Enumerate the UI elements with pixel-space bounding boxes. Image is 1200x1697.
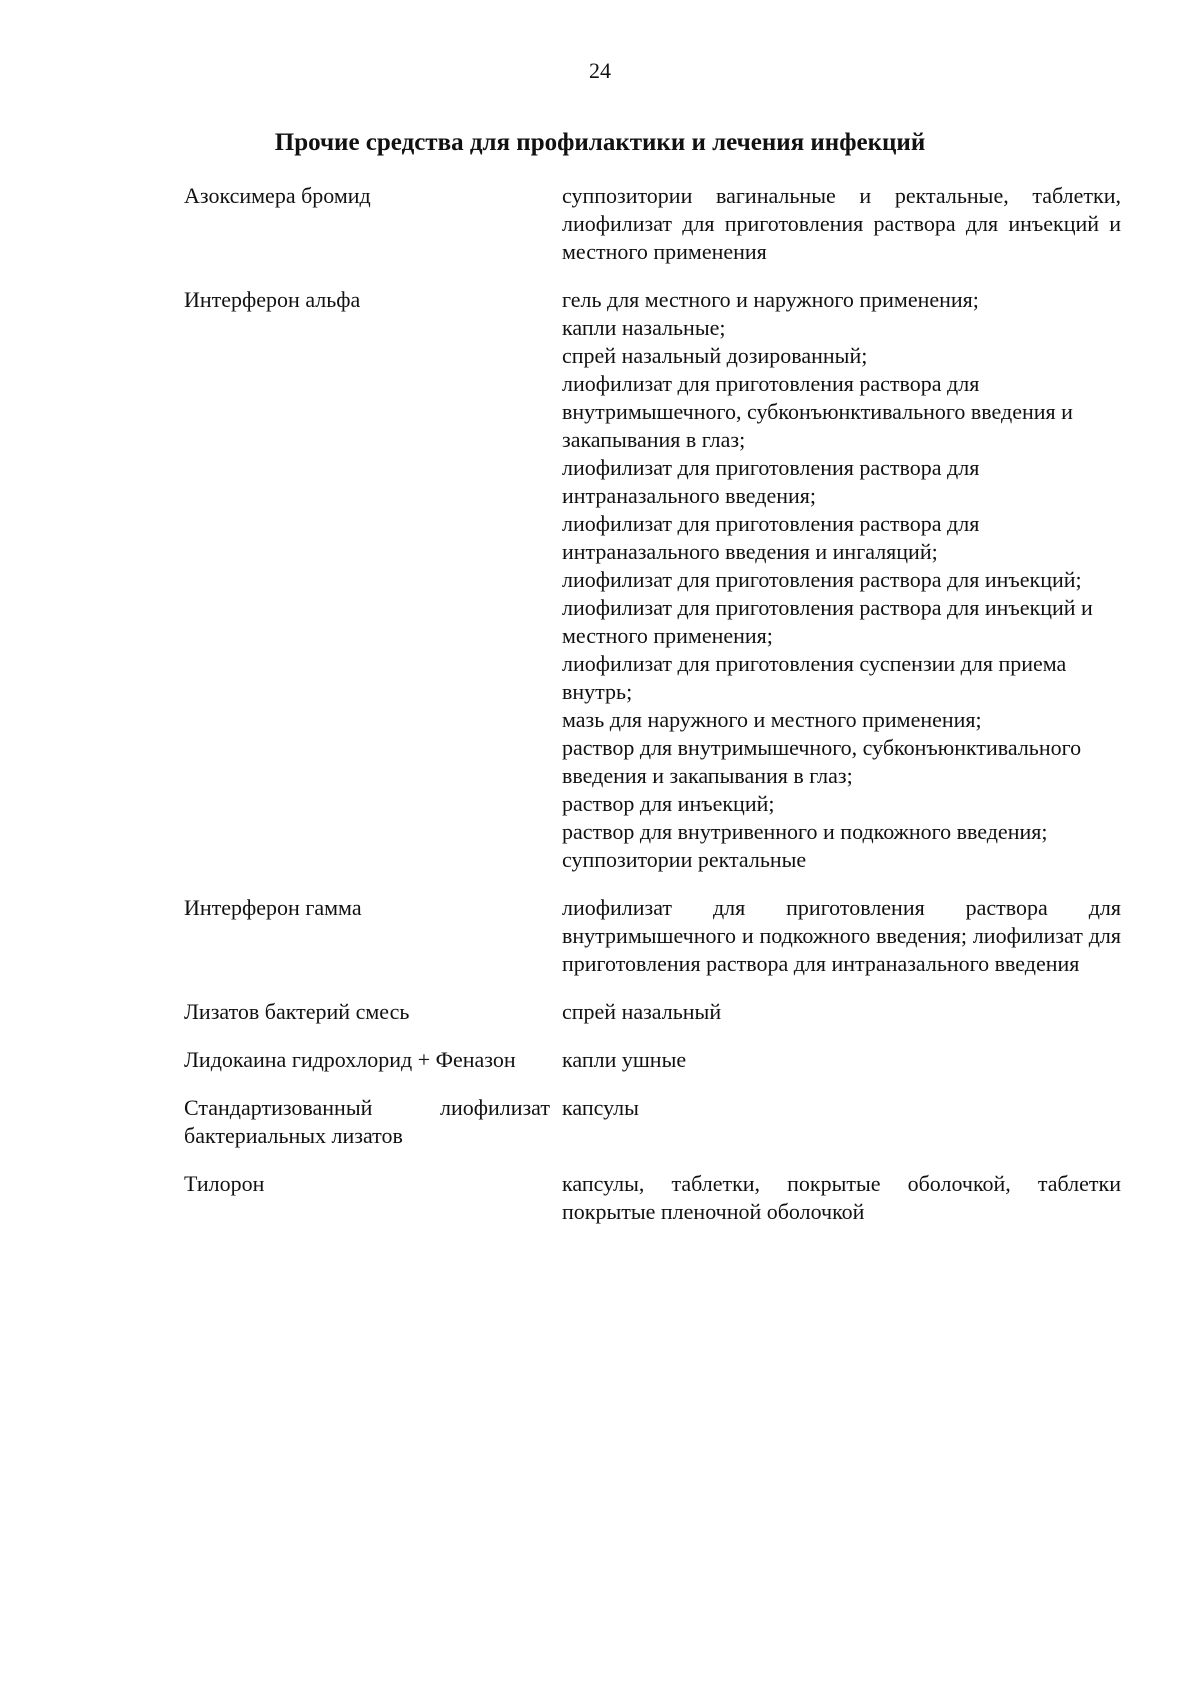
drug-forms [562, 182, 1121, 266]
dosage-form: мазь для наружного и местного применения; [562, 707, 982, 732]
drug-name: Тилорон [184, 1171, 265, 1196]
drug-row [184, 182, 1135, 266]
dosage-form: спрей назальный [562, 999, 722, 1024]
drug-name: Лизатов бактерий смесь [184, 999, 410, 1024]
drug-row [184, 1094, 1135, 1150]
drug-table [184, 182, 1135, 1246]
drug-name: Интерферон гамма [184, 895, 362, 920]
dosage-form: капсулы, таблетки, покрытые оболочкой, таблетки покрытые пленочной оболочкой [562, 1171, 1121, 1224]
dosage-form: лиофилизат для приготовления раствора для внутримышечного, субконъюнктивального введения и закапывания в глаз; [562, 371, 1073, 452]
dosage-form: капли ушные [562, 1047, 687, 1072]
dosage-form: суппозитории ректальные [562, 847, 807, 872]
dosage-form: суппозитории вагинальные и ректальные, таблетки, лиофилизат для приготовления раствора для инъекций и местного применения [562, 183, 1121, 264]
dosage-form: раствор для внутривенного и подкожного введения; [562, 819, 1048, 844]
dosage-form: лиофилизат для приготовления раствора для внутримышечного и подкожного введения; лиофилизат для приготовления раствора для интраназального введения [562, 895, 1121, 976]
drug-row [184, 1046, 1135, 1074]
section-title: Прочие средства для профилактики и лечения инфекций [274, 129, 926, 156]
drug-forms [562, 286, 1121, 874]
page-number: 24 [589, 58, 611, 83]
dosage-form: лиофилизат для приготовления раствора для интраназального введения и ингаляций; [562, 511, 980, 564]
dosage-form: гель для местного и наружного применения; [562, 287, 979, 312]
drug-name: Интерферон альфа [184, 287, 361, 312]
drug-forms [562, 998, 1121, 1026]
dosage-form: капсулы [562, 1095, 639, 1120]
dosage-form: капли назальные; [562, 315, 726, 340]
dosage-form: раствор для внутримышечного, субконъюнктивального введения и закапывания в глаз; [562, 735, 1082, 788]
dosage-form: спрей назальный дозированный; [562, 343, 868, 368]
drug-row [184, 998, 1135, 1026]
drug-forms [562, 1094, 1121, 1150]
drug-name: Лидокаина гидрохлорид + Феназон [184, 1047, 516, 1072]
dosage-form: лиофилизат для приготовления суспензии для приема внутрь; [562, 651, 1067, 704]
drug-row [184, 894, 1135, 978]
dosage-form: лиофилизат для приготовления раствора для инъекций; [562, 567, 1082, 592]
drug-forms [562, 1046, 1121, 1074]
dosage-form: лиофилизат для приготовления раствора для интраназального введения; [562, 455, 980, 508]
dosage-form: раствор для инъекций; [562, 791, 775, 816]
drug-name: Стандартизованный лиофилизат бактериальных лизатов [184, 1095, 550, 1148]
drug-row [184, 1170, 1135, 1226]
drug-row [184, 286, 1135, 874]
drug-name: Азоксимера бромид [184, 183, 371, 208]
drug-forms [562, 1170, 1121, 1226]
dosage-form: лиофилизат для приготовления раствора для инъекций и местного применения; [562, 595, 1093, 648]
drug-forms [562, 894, 1121, 978]
